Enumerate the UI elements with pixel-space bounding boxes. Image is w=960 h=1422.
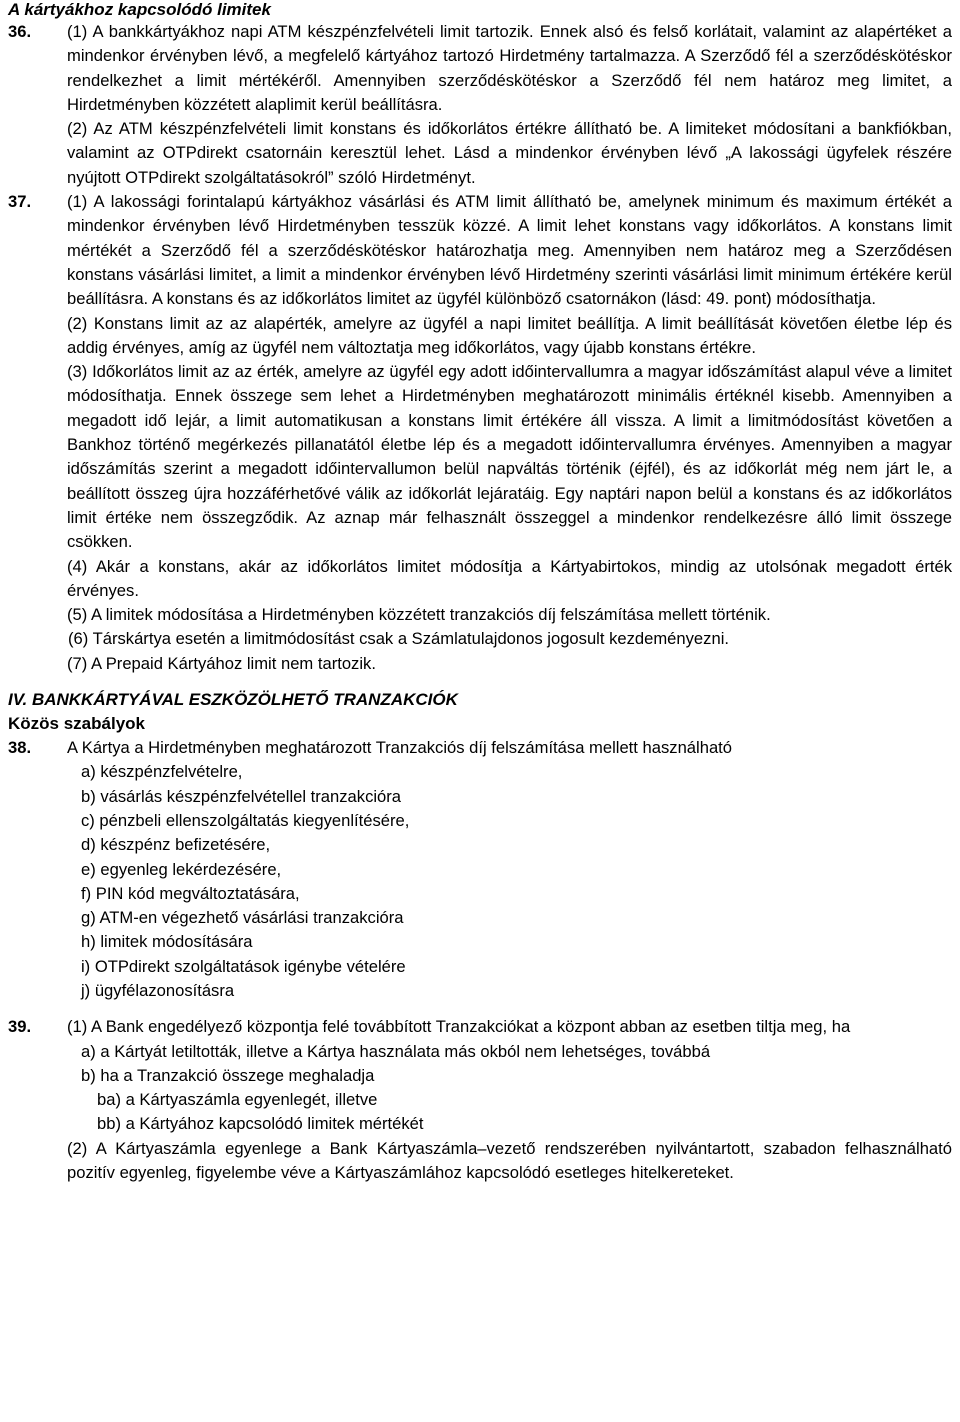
article-36 (8, 20, 952, 190)
paragraph: (4) Akár a konstans, akár az időkorlátos limitet módosítja a Kártyabirtokos, mindig az utolsónak megadott érték érvényes. (67, 556, 952, 600)
article-number: 39. (8, 1017, 32, 1037)
article-body (67, 190, 952, 676)
article-body (67, 736, 952, 1003)
spacer (8, 676, 952, 688)
paragraph: (6) Társkártya esetén a limitmódosítást csak a Számlatulajdonos jogosult kezdeményezni. (68, 629, 729, 649)
article-number: 37. (8, 192, 32, 212)
section-title: IV. BANKKÁRTYÁVAL ESZKÖZÖLHETŐ TRANZAKCIÓK (8, 690, 458, 710)
article-37 (8, 190, 952, 676)
article-number: 38. (8, 738, 32, 758)
paragraph: (7) A Prepaid Kártyához limit nem tartozik. (67, 653, 376, 673)
usage-list (67, 760, 952, 1003)
list-item: d) készpénz befizetésére, (81, 835, 271, 855)
article-body (67, 20, 952, 190)
list-item: b) vásárlás készpénzfelvétellel tranzakcióra (81, 786, 402, 806)
paragraph: (1) A Bank engedélyező központja felé továbbított Tranzakciókat a központ abban az esetben tiltja meg, ha (67, 1017, 851, 1037)
condition-list (67, 1040, 952, 1137)
list-item: j) ügyfélazonosításra (81, 980, 235, 1000)
list-item: bb) a Kártyához kapcsolódó limitek mértékét (97, 1114, 424, 1134)
article-number: 36. (8, 22, 32, 41)
list-item: e) egyenleg lekérdezésére, (81, 859, 282, 879)
list-item: a) a Kártyát letiltották, illetve a Kártya használata más okból nem lehetséges, továbbá (81, 1041, 711, 1061)
list-item: ba) a Kártyaszámla egyenlegét, illetve (97, 1090, 378, 1110)
list-item: i) OTPdirekt szolgáltatások igénybe vételére (81, 956, 406, 976)
paragraph: (5) A limitek módosítása a Hirdetményben közzétett tranzakciós díj felszámítása mellett történik. (67, 605, 771, 625)
paragraph: (3) Időkorlátos limit az az érték, amelyre az ügyfél egy adott időintervallumra a magyar időszámítást alapul véve a limitet módosíthatja. Ennek összege sem lehet a Hirdetményben meghatározott minimális értéknél kisebb. Amennyiben a megadott idő lejár, a limit automatikusan a konstans limit értékére áll vissza. A limit a limitmódosítást követően a Bankhoz történő megérkezés pillanatától életbe lép és a megadott időintervallumra érvényes. Amennyiben a magyar időszámítás szerint a megadott időintervallumon belül napváltás történik (éjfél), és az időkorlát még nem járt le, a beállított összeg újra hozzáférhetővé válik az időkorlát lejáratáig. Egy naptári napon belül a konstans és az időkorlátos limit értéke nem összegződik. Az aznap már felhasznált összeggel a mindenkor rendelkezésre álló limit összege csökken. (67, 362, 952, 552)
spacer (8, 1003, 952, 1015)
paragraph: (1) A bankkártyákhoz napi ATM készpénzfelvételi limit tartozik. Ennek alsó és felső korlátait, valamint az alapértéket a mindenkor érvényben lévő, a megfelelő kártyához tartozó Hirdetmény tartalmazza. A Szerződő fél a szerződéskötéskor rendelkezhet a limit mértékéről. Amennyiben szerződéskötéskor a Szerződő fél nem határoz meg limitet, a Hirdetményben közzétett alaplimit kerül beállításra. (67, 22, 952, 114)
list-item: c) pénzbeli ellenszolgáltatás kiegyenlítésére, (81, 810, 410, 830)
list-item: a) készpénzfelvételre, (81, 762, 243, 782)
paragraph: (2) Az ATM készpénzfelvételi limit konstans és időkorlátos értékre állítható be. A limiteket módosítani a bankfiókban, valamint az OTPdirekt csatornáin keresztül lehet. Lásd a mindenkor érvényben lévő „A lakossági ügyfelek részére nyújtott OTPdirekt szolgáltatásokról” szóló Hirdetményt. (67, 119, 952, 187)
list-item: f) PIN kód megváltoztatására, (81, 883, 300, 903)
paragraph: A Kártya a Hirdetményben meghatározott Tranzakciós díj felszámítása mellett használható (67, 738, 733, 758)
section-subtitle: Közös szabályok (8, 714, 145, 734)
heading-card-limits: A kártyákhoz kapcsolódó limitek (8, 0, 271, 19)
article-body (67, 1015, 952, 1185)
list-item: g) ATM-en végezhető vásárlási tranzakcióra (81, 908, 404, 928)
paragraph: (2) Konstans limit az az alapérték, amelyre az ügyfél a napi limitet beállítja. A limit beállítását követően életbe lép és addig érvényes, amíg az ügyfél nem változtatja meg időkorlátos, vagy újabb konstans értékre. (67, 313, 952, 357)
paragraph: (1) A lakossági forintalapú kártyákhoz vásárlási és ATM limit állítható be, amelynek minimum és maximum értékét a mindenkor érvényben lévő Hirdetményben tesszük közzé. A limit lehet konstans vagy időkorlátos. A konstans limit mértékét a Szerződő fél a szerződéskötéskor határozhatja meg. Amennyiben nem határoz meg a Szerződésen konstans vásárlási limitet, a limit a mindenkor érvényben lévő Hirdetmény szerinti vásárlási limit minimum értékére kerül beállításra. A konstans és az időkorlátos limitet az ügyfél különböző csatornákon (lásd: 49. pont) módosíthatja. (67, 192, 952, 309)
article-39 (8, 1015, 952, 1185)
paragraph: (2) A Kártyaszámla egyenlege a Bank Kártyaszámla–vezető rendszerében nyilvántartott, szabadon felhasználható pozitív egyenleg, figyelembe véve a Kártyaszámlához kapcsolódó esetleges hitelkereteket. (67, 1138, 952, 1183)
list-item: h) limitek módosítására (81, 932, 253, 952)
list-item: b) ha a Tranzakció összege meghaladja (81, 1065, 375, 1085)
article-38 (8, 736, 952, 1003)
